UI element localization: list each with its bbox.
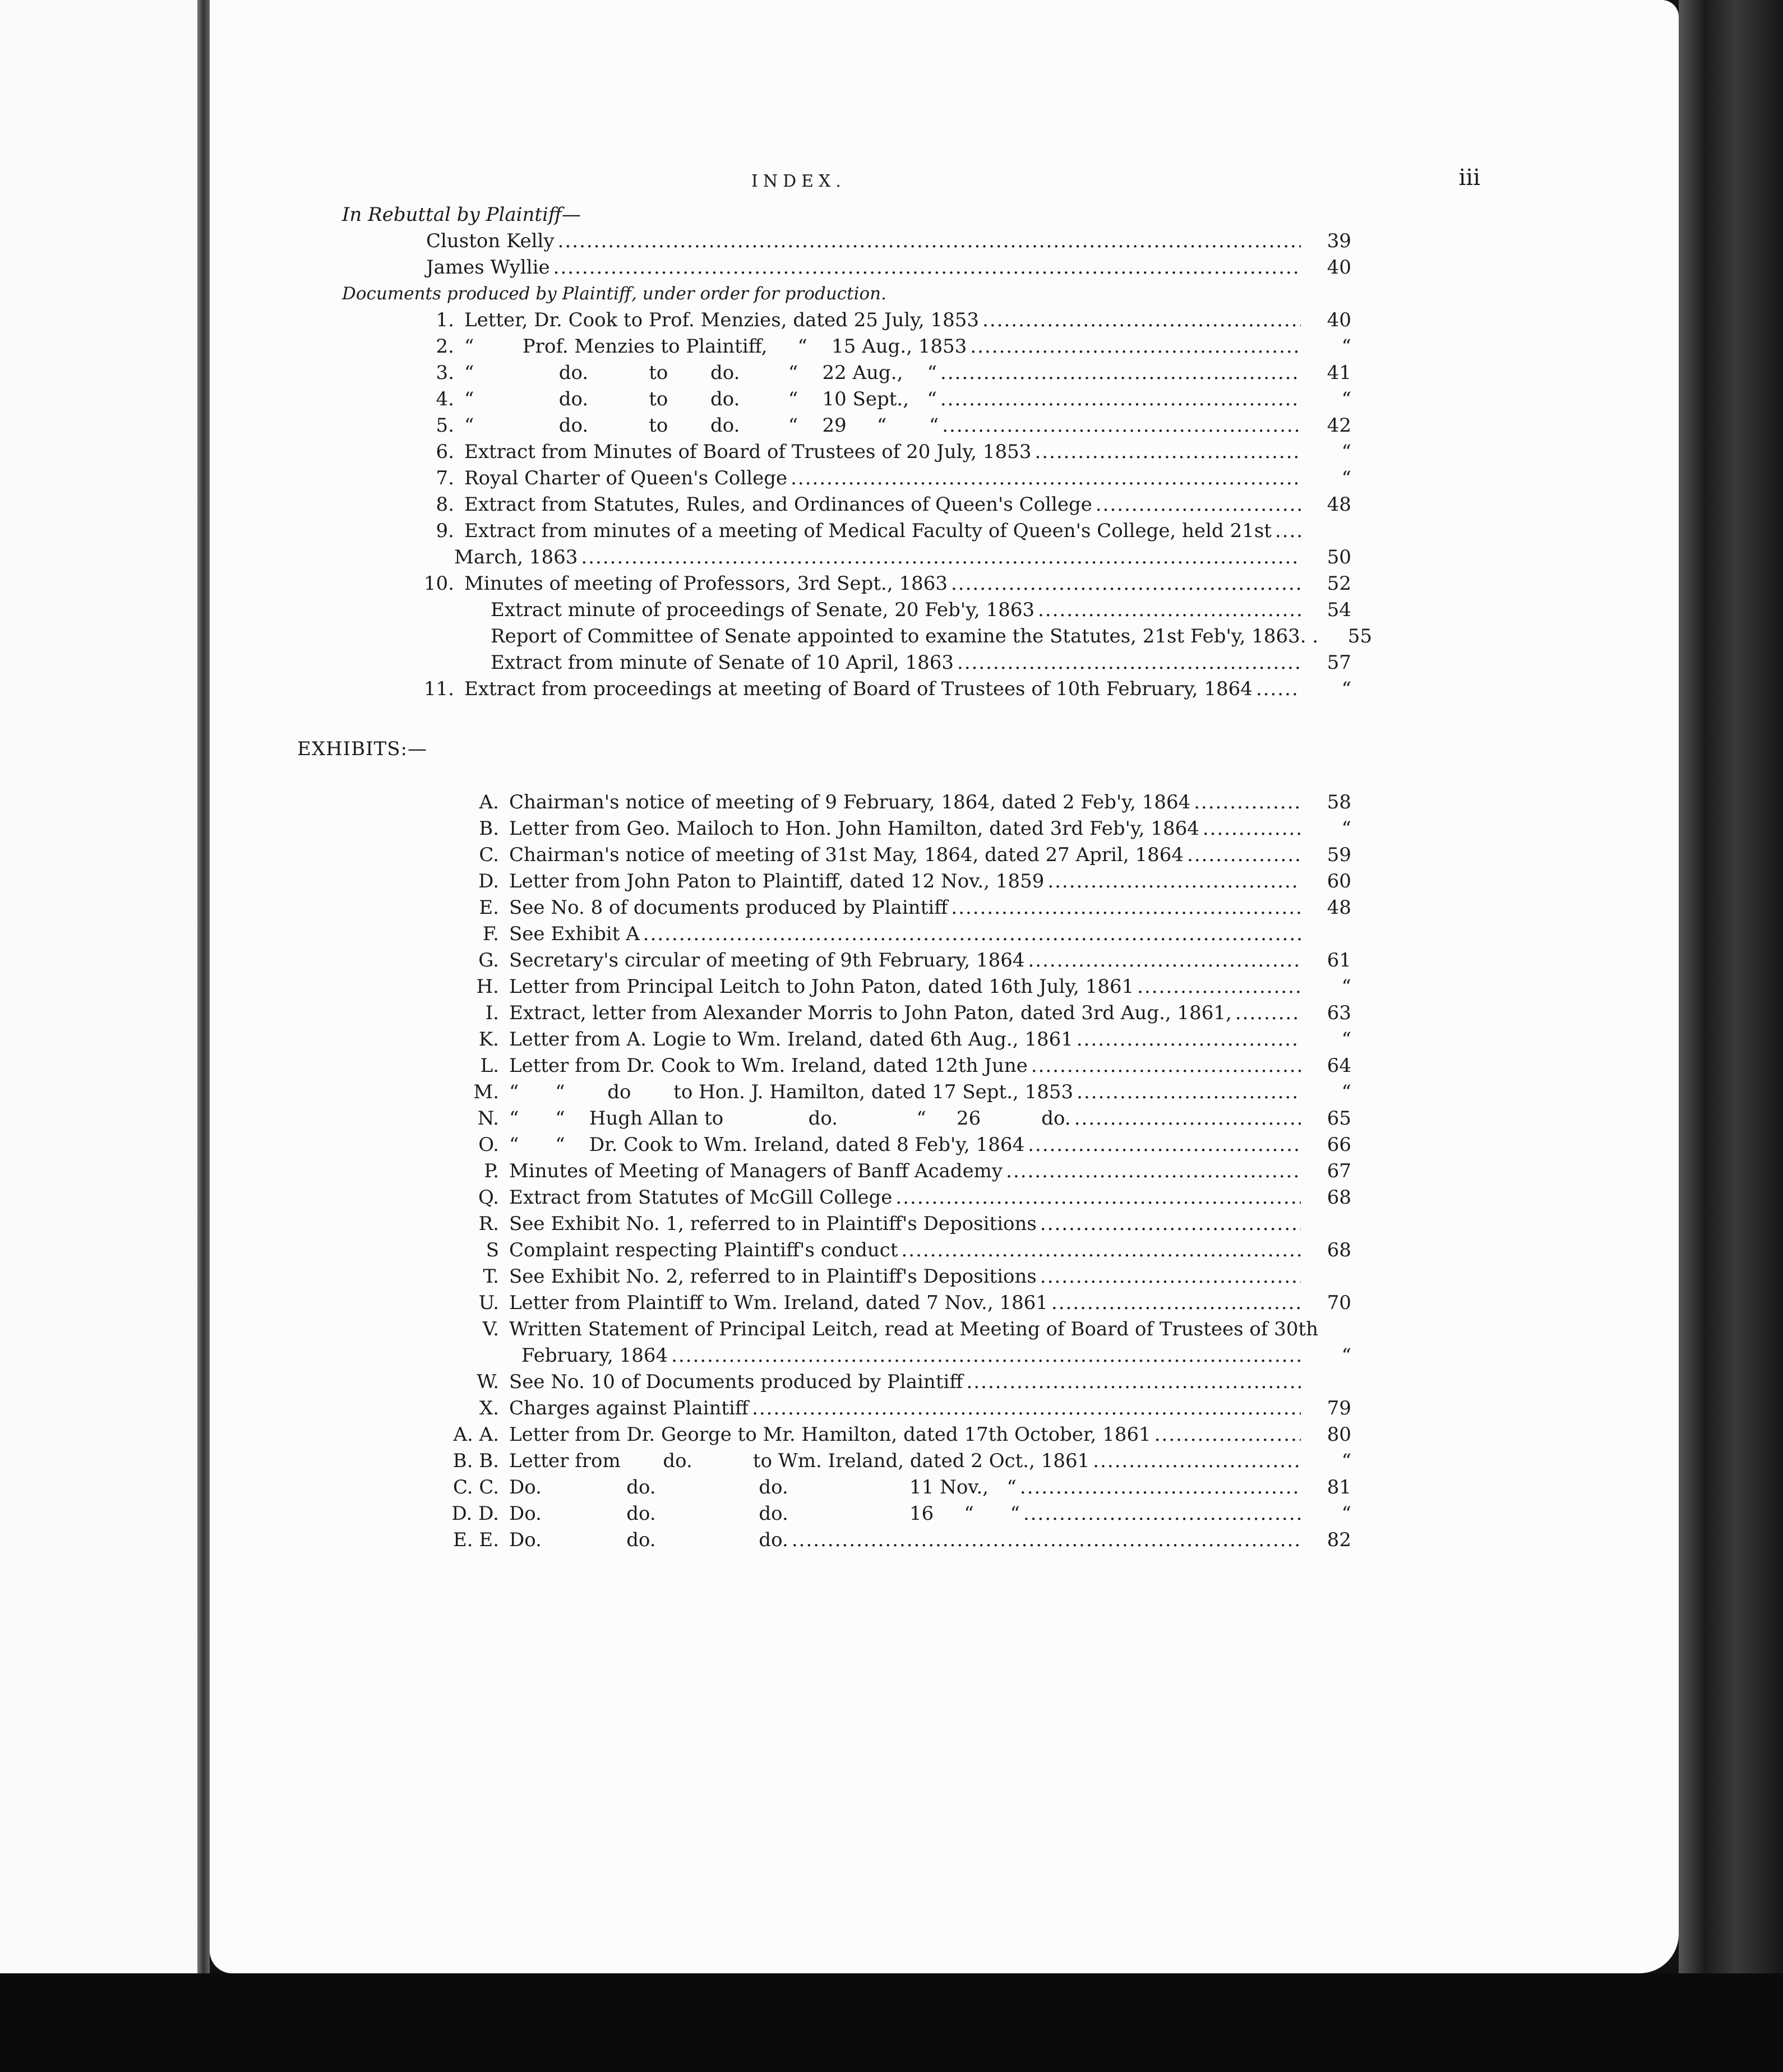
entry-number: D. D. [451, 1502, 499, 1525]
leader-dots [1077, 1026, 1301, 1053]
leader-dots [940, 386, 1301, 413]
entry-page: 39 [1327, 230, 1351, 252]
documents-entry [454, 544, 1351, 571]
exhibits-entry [449, 789, 1351, 816]
entry-text: Letter from Plaintiff to Wm. Ireland, dated 7 Nov., 1861 [509, 1292, 1048, 1314]
entry-number: O. [478, 1134, 499, 1156]
entry-text: See Exhibit A [509, 923, 640, 945]
leader-dots [1051, 1290, 1301, 1316]
entry-page: 59 [1327, 844, 1351, 866]
entry-page: 81 [1327, 1476, 1351, 1498]
entry-text: See No. 8 of documents produced by Plaintiff [509, 896, 948, 919]
leader-dots [970, 334, 1301, 360]
entry-number: C. [479, 844, 499, 866]
entry-page: 55 [1347, 625, 1373, 647]
entry-text: Extract, letter from Alexander Morris to John Paton, dated 3rd Aug., 1861, [509, 1002, 1232, 1024]
entry-text: See Exhibit No. 2, referred to in Plaintiff's Depositions [509, 1265, 1037, 1288]
entry-number: K. [478, 1028, 499, 1051]
exhibits-entry [449, 947, 1351, 974]
entry-page: “ [1341, 1028, 1351, 1051]
scan-border [0, 1973, 1783, 2072]
documents-list [297, 307, 1373, 702]
entry-text: Minutes of Meeting of Managers of Banff Academy [509, 1160, 1003, 1182]
entry-number: L. [480, 1054, 499, 1077]
exhibits-entry [449, 1264, 1351, 1290]
entry-text: Letter from Principal Leitch to John Paton, dated 16th July, 1861 [509, 975, 1134, 998]
leader-dots [1093, 1448, 1301, 1474]
entry-page: “ [1341, 335, 1351, 358]
rebuttal-list [297, 228, 1351, 281]
entry-page: 61 [1327, 949, 1351, 972]
leader-dots [1023, 1501, 1301, 1527]
leader-dots [1154, 1422, 1301, 1448]
documents-entry [418, 465, 1351, 492]
exhibits-entry [449, 1316, 1351, 1343]
exhibits-entry [449, 1527, 1351, 1553]
leader-dots [1028, 947, 1301, 974]
entry-number: H. [476, 975, 499, 998]
exhibits-entry [449, 1185, 1351, 1211]
entry-number: A. [479, 791, 499, 813]
leader-dots [643, 921, 1301, 947]
exhibits-entry [449, 1395, 1351, 1422]
facing-page-edge [0, 0, 197, 2072]
entry-number: B. [479, 817, 499, 840]
entry-number: W. [477, 1371, 499, 1393]
leader-dots [1096, 492, 1301, 518]
leader-dots [1038, 597, 1301, 623]
entry-number: P. [484, 1160, 499, 1182]
entry-text: Letter from Geo. Mailoch to Hon. John Hamilton, dated 3rd Feb'y, 1864 [509, 817, 1199, 840]
entry-text: See No. 10 of Documents produced by Plaintiff [509, 1371, 963, 1393]
entry-page: “ [1341, 975, 1351, 998]
exhibits-entry [449, 1448, 1351, 1474]
entry-text: Extract from proceedings at meeting of Board of Trustees of 10th February, 1864 [464, 678, 1253, 700]
entry-page: 60 [1327, 870, 1351, 892]
leader-dots [1203, 816, 1301, 842]
entry-page: 50 [1327, 546, 1351, 568]
entry-text: “ do. to do. “ 29 “ “ [464, 414, 939, 437]
entry-number: V. [482, 1318, 499, 1340]
leader-dots [1137, 974, 1301, 1000]
running-head [297, 165, 1480, 202]
entry-page: 63 [1327, 1002, 1351, 1024]
documents-entry [418, 676, 1351, 702]
entry-page: “ [1341, 1502, 1351, 1525]
entry-page: 70 [1327, 1292, 1351, 1314]
entry-text: Extract from Statutes of McGill College [509, 1186, 893, 1209]
entry-page: 67 [1327, 1160, 1351, 1182]
leader-dots [581, 544, 1301, 571]
exhibits-entry [449, 1369, 1351, 1395]
entry-text: “ “ Dr. Cook to Wm. Ireland, dated 8 Feb'y, 1864 [509, 1134, 1025, 1156]
entry-text: Extract from minute of Senate of 10 April, 1863 [491, 651, 954, 674]
exhibits-entry [449, 842, 1351, 868]
leader-dots [1034, 439, 1301, 465]
entry-page: “ [1341, 817, 1351, 840]
exhibits-entry [449, 1079, 1351, 1106]
entry-text: Extract from Statutes, Rules, and Ordinances of Queen's College [464, 493, 1092, 516]
documents-section [297, 281, 1373, 702]
exhibits-entry [449, 1290, 1351, 1316]
entry-text: Written Statement of Principal Leitch, read at Meeting of Board of Trustees of 30th [509, 1318, 1319, 1340]
entry-number: T. [483, 1265, 499, 1288]
leader-dots [1020, 1474, 1301, 1501]
entry-text: Letter from Dr. Cook to Wm. Ireland, dated 12th June [509, 1054, 1028, 1077]
documents-entry [418, 413, 1351, 439]
entry-number: 5. [436, 414, 454, 437]
entry-page: 41 [1327, 362, 1351, 384]
entry-number: G. [478, 949, 499, 972]
entry-number: S [486, 1239, 499, 1261]
leader-dots [982, 307, 1301, 334]
entry-page: 40 [1327, 309, 1351, 331]
leader-dots [895, 1185, 1301, 1211]
book-spine [1679, 0, 1783, 2072]
entry-page: 64 [1327, 1054, 1351, 1077]
exhibits-entry [449, 1026, 1351, 1053]
leader-dots [1187, 842, 1301, 868]
exhibits-entry [449, 895, 1351, 921]
entry-text: “ “ Hugh Allan to do. “ 26 do. [509, 1107, 1071, 1130]
leader-dots [942, 413, 1301, 439]
exhibits-heading: EXHIBITS:— [297, 738, 427, 760]
exhibits-entry [449, 1132, 1351, 1158]
entry-text: Chairman's notice of meeting of 31st May, 1864, dated 27 April, 1864 [509, 844, 1184, 866]
entry-text: Letter, Dr. Cook to Prof. Menzies, dated 25 July, 1853 [464, 309, 980, 331]
entry-number: R. [478, 1213, 499, 1235]
entry-text: Letter from John Paton to Plaintiff, dated 12 Nov., 1859 [509, 870, 1045, 892]
entry-text: “ do. to do. “ 10 Sept., “ [464, 388, 937, 410]
page-number: iii [1458, 165, 1480, 191]
index-content [297, 165, 1480, 1553]
entry-number: 1. [436, 309, 454, 331]
entry-page: 40 [1327, 256, 1351, 279]
entry-number: D. [478, 870, 499, 892]
entry-number: Q. [478, 1186, 499, 1209]
entry-page: 58 [1327, 791, 1351, 813]
entry-text: Letter from A. Logie to Wm. Ireland, dated 6th Aug., 1861 [509, 1028, 1073, 1051]
leader-dots [1275, 518, 1301, 544]
entry-number: 3. [436, 362, 454, 384]
documents-entry [418, 386, 1351, 413]
leader-dots [951, 895, 1301, 921]
entry-page: 68 [1327, 1239, 1351, 1261]
entry-page: 79 [1327, 1397, 1351, 1419]
entry-text: Royal Charter of Queen's College [464, 467, 788, 489]
documents-entry [491, 597, 1351, 623]
entry-page: “ [1341, 1081, 1351, 1103]
leader-dots [1256, 676, 1301, 702]
entry-page: 80 [1327, 1423, 1351, 1446]
entry-page: 65 [1327, 1107, 1351, 1130]
entry-text: See Exhibit No. 1, referred to in Plaintiff's Depositions [509, 1213, 1037, 1235]
running-title: INDEX. [751, 172, 846, 191]
leader-dots [957, 650, 1301, 676]
entry-page: “ [1341, 441, 1351, 463]
leader-dots [1074, 1106, 1301, 1132]
exhibits-entry [449, 1237, 1351, 1264]
entry-number: M. [473, 1081, 499, 1103]
rebuttal-section [297, 202, 1351, 281]
entry-text: Charges against Plaintiff [509, 1397, 749, 1419]
documents-entry [418, 360, 1351, 386]
entry-text: Letter from Dr. George to Mr. Hamilton, dated 17th October, 1861 [509, 1423, 1151, 1446]
entry-page: 66 [1327, 1134, 1351, 1156]
leader-dots [791, 465, 1301, 492]
entry-text: “ do. to do. “ 22 Aug., “ [464, 362, 937, 384]
leader-dots [902, 1237, 1301, 1264]
entry-page: 57 [1327, 651, 1351, 674]
entry-page: “ [1341, 1450, 1351, 1472]
documents-entry [491, 650, 1351, 676]
entry-text: Extract from minutes of a meeting of Medical Faculty of Queen's College, held 21st [464, 520, 1272, 542]
entry-text: Do. do. do. 16 “ “ [509, 1502, 1020, 1525]
entry-number: A. A. [453, 1423, 499, 1446]
entry-page: “ [1341, 388, 1351, 410]
leader-dots [1194, 789, 1301, 816]
entry-number: U. [478, 1292, 499, 1314]
entry-number: 8. [436, 493, 454, 516]
documents-entry [418, 518, 1351, 544]
entry-number: E. [479, 896, 499, 919]
exhibits-entry [449, 921, 1351, 947]
exhibits-entry [449, 1053, 1351, 1079]
entry-page: 52 [1327, 572, 1351, 595]
leader-dots [1040, 1264, 1301, 1290]
entry-text: Complaint respecting Plaintiff's conduct [509, 1239, 898, 1261]
entry-page: 68 [1327, 1186, 1351, 1209]
leader-dots [1040, 1211, 1301, 1237]
exhibits-entry [449, 1211, 1351, 1237]
leader-dots [1047, 868, 1301, 895]
leader-dots [1006, 1158, 1301, 1185]
entry-page: 82 [1327, 1529, 1351, 1551]
entry-text: “ Prof. Menzies to Plaintiff, “ 15 Aug., 1853 [464, 335, 967, 358]
entry-number: 4. [436, 388, 454, 410]
entry-page: “ [1341, 1344, 1351, 1367]
exhibits-entry [449, 1501, 1351, 1527]
leader-dots [558, 228, 1301, 255]
documents-entry [418, 439, 1351, 465]
entry-page: “ [1341, 467, 1351, 489]
leader-dots [1235, 1000, 1301, 1026]
entry-text: Do. do. do. 11 Nov., “ [509, 1476, 1017, 1498]
documents-entry [418, 307, 1351, 334]
book-gutter [197, 0, 210, 2072]
exhibits-entry [449, 1000, 1351, 1026]
entry-page: 42 [1327, 414, 1351, 437]
documents-heading: Documents produced by Plaintiff, under order for production. [342, 284, 887, 304]
entry-number: I. [485, 1002, 499, 1024]
entry-number: 9. [436, 520, 454, 542]
documents-entry [418, 334, 1351, 360]
leader-dots [1077, 1079, 1301, 1106]
exhibits-entry [521, 1343, 1351, 1369]
rebuttal-entry [426, 228, 1351, 255]
leader-dots [752, 1395, 1301, 1422]
documents-entry [418, 571, 1351, 597]
entry-page: 48 [1327, 896, 1351, 919]
entry-text: Secretary's circular of meeting of 9th February, 1864 [509, 949, 1025, 972]
entry-number: X. [479, 1397, 499, 1419]
rebuttal-entry [426, 255, 1351, 281]
leader-dots [792, 1527, 1301, 1553]
documents-entry [491, 623, 1373, 650]
leader-dots [1031, 1053, 1301, 1079]
exhibits-entry [449, 1158, 1351, 1185]
leader-dots [553, 255, 1301, 281]
documents-entry [418, 492, 1351, 518]
entry-number: F. [482, 923, 499, 945]
entry-number: B. B. [452, 1450, 499, 1472]
entry-number: C. C. [452, 1476, 499, 1498]
entry-number: N. [477, 1107, 499, 1130]
exhibits-section [297, 736, 1351, 1553]
entry-number: 7. [436, 467, 454, 489]
entry-page: “ [1341, 678, 1351, 700]
exhibits-entry [449, 816, 1351, 842]
rebuttal-heading: In Rebuttal by Plaintiff— [342, 203, 581, 226]
exhibits-entry [449, 1422, 1351, 1448]
entry-text: Letter from do. to Wm. Ireland, dated 2 Oct., 1861 [509, 1450, 1090, 1472]
entry-text: James Wyllie [426, 256, 550, 279]
exhibits-list [297, 789, 1351, 1553]
entry-page: 54 [1327, 599, 1351, 621]
exhibits-entry [449, 1106, 1351, 1132]
entry-text: February, 1864 [521, 1344, 668, 1367]
entry-number: E. E. [452, 1529, 499, 1551]
leader-dots [671, 1343, 1301, 1369]
entry-text: Chairman's notice of meeting of 9 February, 1864, dated 2 Feb'y, 1864 [509, 791, 1191, 813]
entry-number: 10. [423, 572, 454, 595]
leader-dots [940, 360, 1301, 386]
exhibits-entry [449, 868, 1351, 895]
entry-text: “ “ do to Hon. J. Hamilton, dated 17 Sept., 1853 [509, 1081, 1074, 1103]
entry-text: March, 1863 [454, 546, 578, 568]
entry-text: Minutes of meeting of Professors, 3rd Sept., 1863 [464, 572, 948, 595]
entry-text: Extract minute of proceedings of Senate, 20 Feb'y, 1863 [491, 599, 1035, 621]
exhibits-entry [449, 974, 1351, 1000]
exhibits-entry [449, 1474, 1351, 1501]
entry-text: Extract from Minutes of Board of Trustees of 20 July, 1853 [464, 441, 1032, 463]
entry-number: 11. [423, 678, 454, 700]
leader-dots [967, 1369, 1301, 1395]
entry-page: 48 [1327, 493, 1351, 516]
leader-dots [951, 571, 1301, 597]
entry-text: Report of Committee of Senate appointed to examine the Statutes, 21st Feb'y, 1863. . [491, 625, 1319, 647]
entry-text: Cluston Kelly [426, 230, 555, 252]
entry-text: Do. do. do. [509, 1529, 788, 1551]
entry-number: 6. [436, 441, 454, 463]
entry-number: 2. [436, 335, 454, 358]
leader-dots [1028, 1132, 1301, 1158]
